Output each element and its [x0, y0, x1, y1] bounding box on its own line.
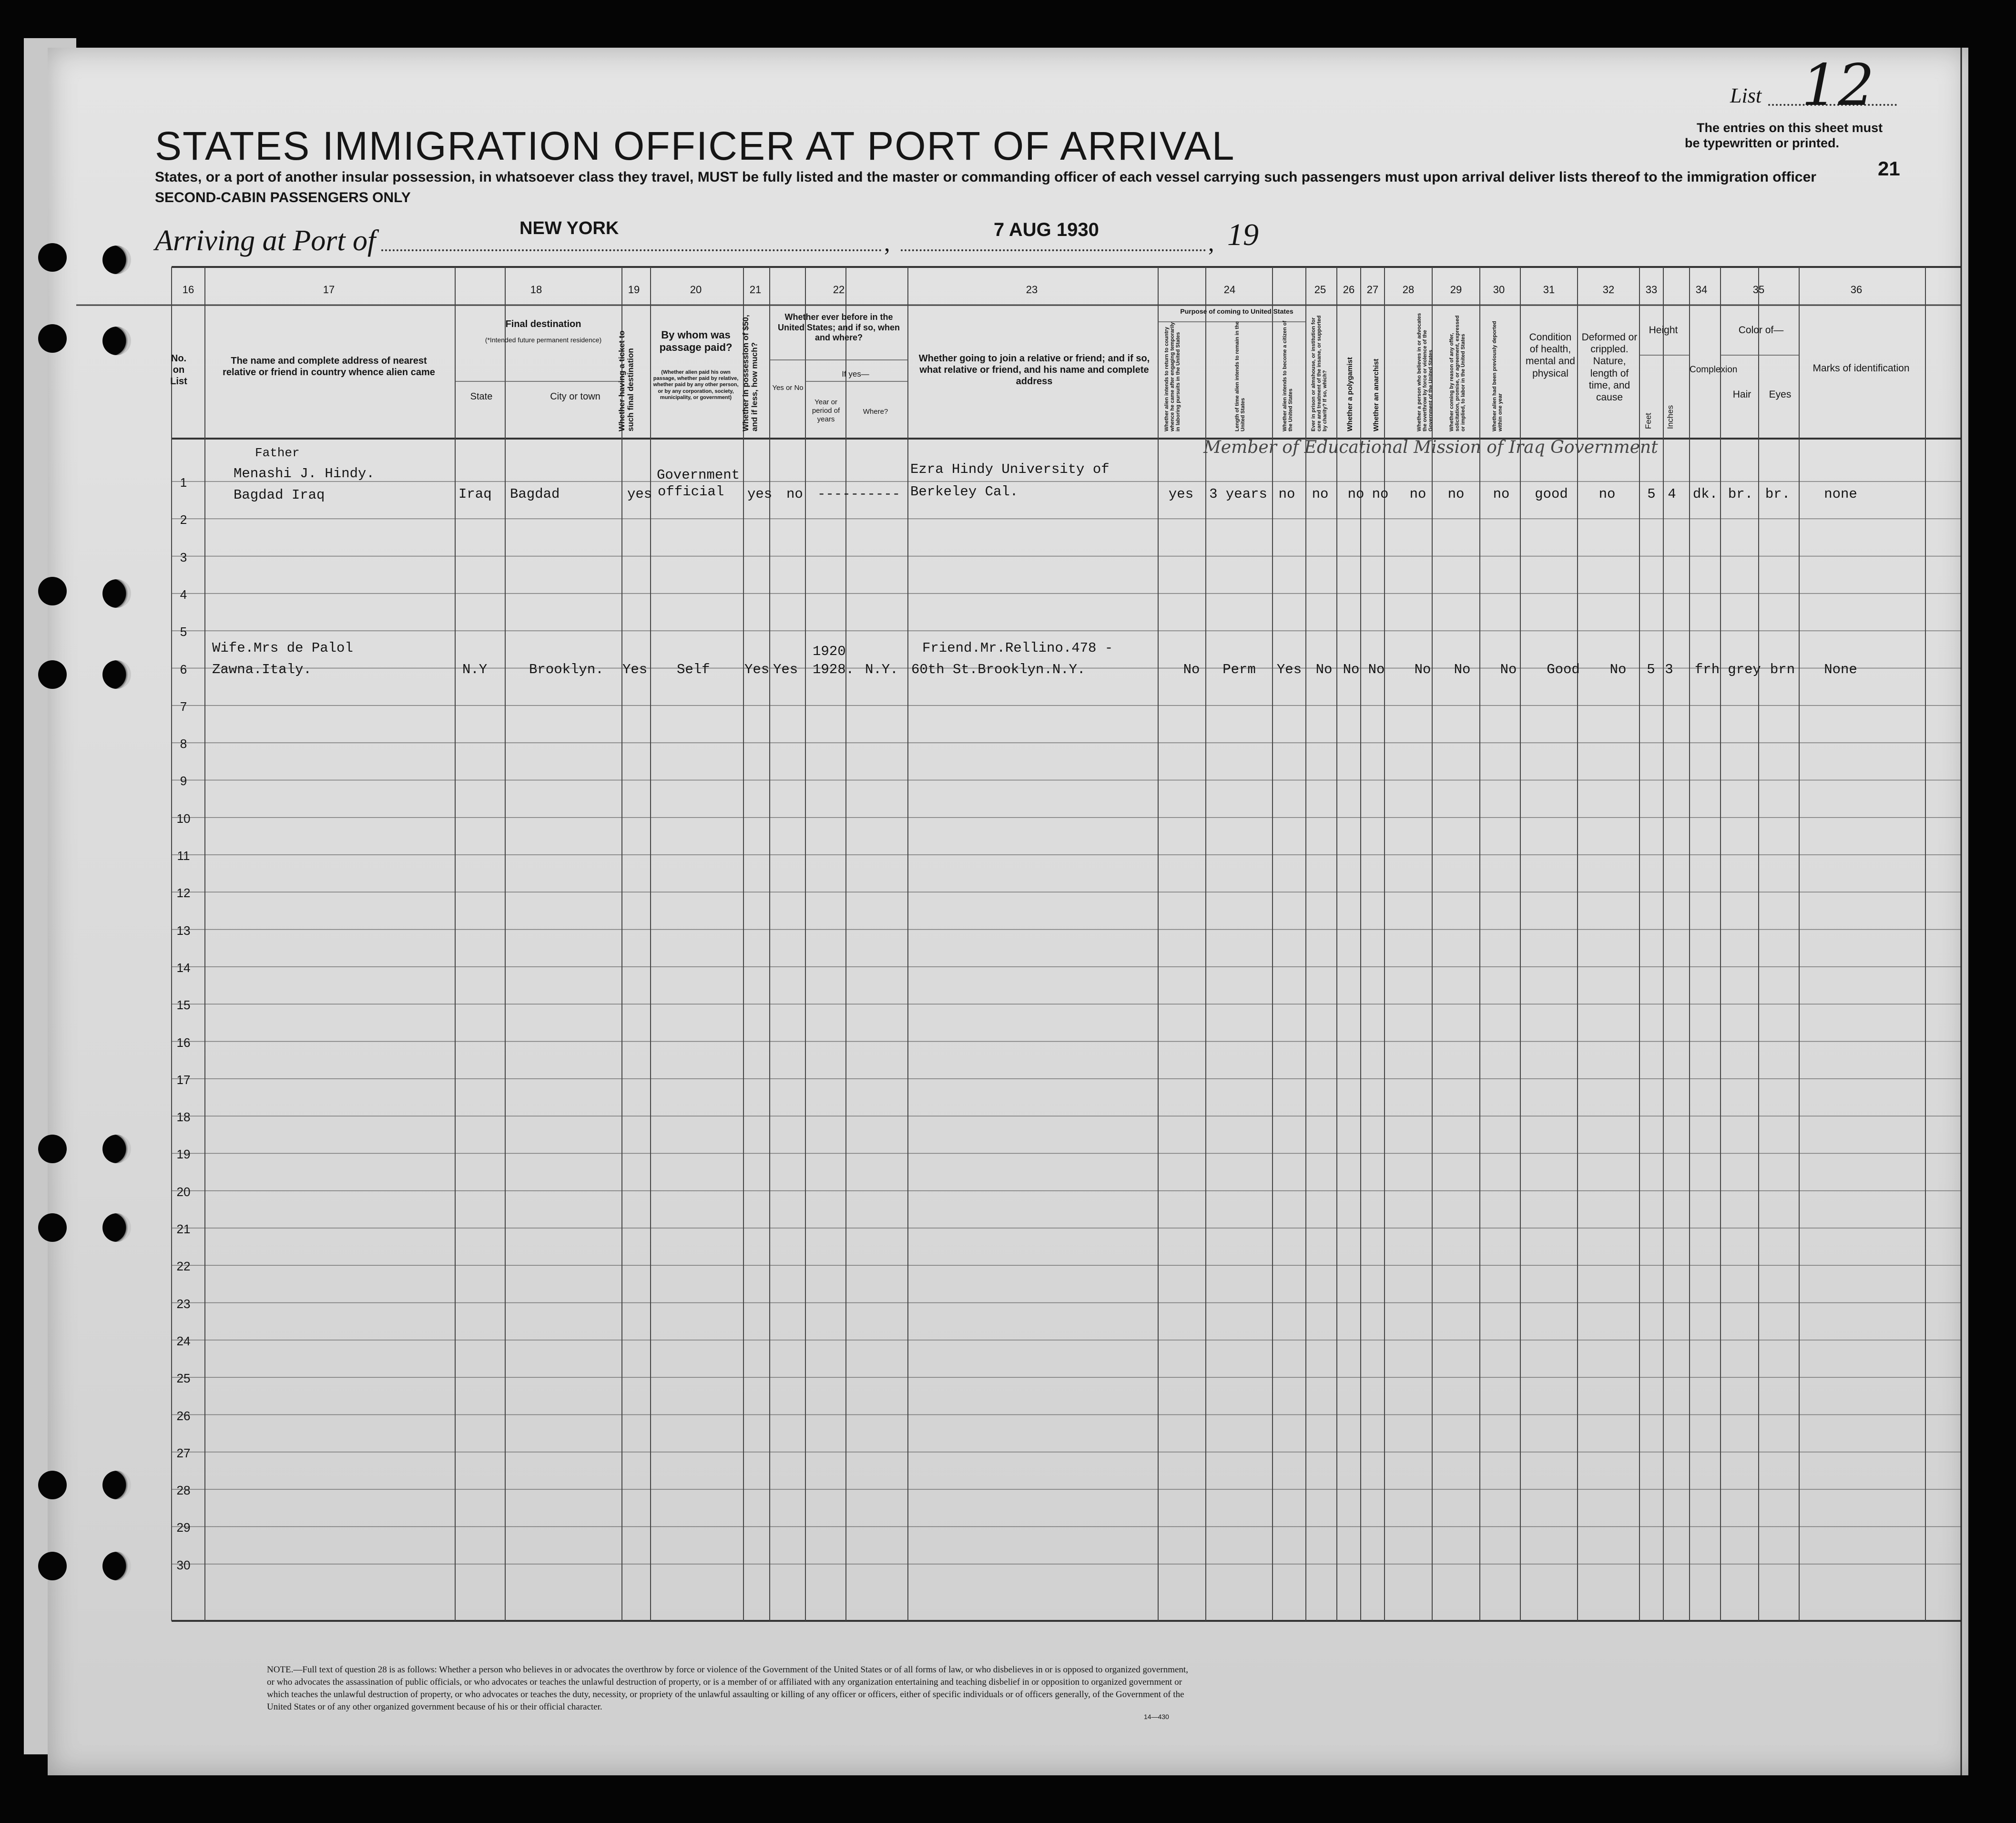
- row-number: 19: [176, 1147, 191, 1162]
- row-number: 3: [180, 550, 187, 564]
- row-number: 24: [176, 1333, 191, 1348]
- entry-1-ticket: yes: [627, 486, 652, 502]
- entry-1-return: yes: [1168, 486, 1194, 502]
- header-period: Year or period of years: [812, 398, 840, 423]
- header-polygamist: Whether a polygamist: [1346, 357, 1354, 431]
- header-overthrow: Whether a person who believes in or advocates the overthrow by force or violence of the Government of the United States: [1416, 313, 1434, 431]
- header-purpose: Purpose of coming to United States: [1180, 307, 1293, 315]
- entry-1-annotation: Member of Educational Mission of Iraq Government: [1203, 438, 1658, 457]
- header-inches: Inches: [1666, 405, 1675, 429]
- port-stamp: NEW YORK: [519, 218, 619, 238]
- row-number: 25: [176, 1371, 191, 1386]
- footer-note: NOTE.—Full text of question 28 is as follows: Whether a person who believes in or advocates the overthrow by force or violence of the Government of the United States or of all forms of law, or who disbelieves in or is opposed to organized government, or who advocates the assassination of public officials, or who advocates or teaches the unlawful destruction of property, or is a member of or affiliated with any organization entertaining and teaching disbelief in or opposition to organized government or which teaches the unlawful destruction of property, or who advocates or teaches the duty, necessity, or propriety of the unlawful assaulting or killing of any officer or officers, either of specific individuals or of officers generally, of the Government of the United States or of any other organized government because of his or their official character.: [267, 1665, 1188, 1712]
- entry-1-before: no: [786, 486, 803, 502]
- header-purpose-return: Whether alien intends to return to country whence he came after engaging temporarily in laboring pursuits in the United States: [1164, 322, 1181, 431]
- entry-1-relationship: Father: [255, 446, 300, 460]
- entry-2-prison: No: [1315, 662, 1333, 677]
- row-number: 5: [180, 625, 187, 639]
- header-hair: Hair: [1732, 389, 1751, 400]
- row-number: 1: [180, 475, 187, 490]
- column-number: 35: [1752, 284, 1765, 296]
- entry-2-where: N.Y.: [865, 662, 898, 677]
- entry-1-money: yes: [747, 486, 773, 502]
- header-deformed: Deformed or crippled. Nature, length of time, and cause: [1581, 332, 1638, 403]
- entry-1-deformed: no: [1599, 486, 1616, 502]
- header-yes-or-no: Yes or No: [772, 384, 804, 392]
- entry-2-hair: grey: [1728, 662, 1761, 677]
- row-number: 30: [176, 1557, 191, 1572]
- entry-2-overthrow: No: [1414, 662, 1431, 677]
- row-number: 18: [176, 1110, 191, 1125]
- sheet-number: 21: [1878, 157, 1900, 180]
- header-anarchist: Whether an anarchist: [1372, 358, 1380, 431]
- entry-1-health: good: [1535, 486, 1568, 502]
- row-number: 15: [176, 998, 191, 1013]
- entry-1-polygamist: no: [1347, 486, 1364, 502]
- entries-note-2: be typewritten or printed.: [1685, 136, 1840, 150]
- page-title: STATES IMMIGRATION OFFICER AT PORT OF ARRIVAL: [155, 123, 1235, 168]
- row-number: 28: [176, 1483, 191, 1498]
- list-label: List: [1730, 84, 1762, 107]
- header-prison: Ever in prison or almshouse, or institution for care and treatment of the insane, or supported by charity? If so, which?: [1311, 315, 1328, 431]
- column-number: 17: [323, 284, 335, 296]
- header-no-on-list: No. on List: [170, 353, 187, 387]
- entry-1-hair: br.: [1728, 486, 1753, 502]
- entry-2-feet: 5: [1647, 662, 1655, 677]
- year-label: 19: [1227, 217, 1259, 252]
- entry-2-citizen: Yes: [1276, 662, 1302, 677]
- entry-2-relative-address: Zawna.Italy.: [212, 662, 312, 677]
- entry-2-offer: No: [1454, 662, 1471, 677]
- header-eyes: Eyes: [1769, 389, 1792, 400]
- header-height: Height: [1649, 325, 1678, 336]
- header-joining: Whether going to join a relative or friend; and if so, what relative or friend, and his name and complete address: [918, 353, 1150, 387]
- header-color-of: Color of—: [1738, 325, 1784, 336]
- row-number: 23: [176, 1296, 191, 1311]
- entry-2-polygamist: No: [1343, 662, 1360, 677]
- header-purpose-length: Length of time alien intends to remain in the United States: [1234, 321, 1246, 431]
- entry-2-period: 1920: [813, 644, 846, 659]
- row-number: 21: [176, 1222, 191, 1236]
- entry-2-relative-name: Wife.Mrs de Palol: [212, 640, 353, 656]
- row-number: 27: [176, 1445, 191, 1460]
- header-health: Condition of health, mental and physical: [1526, 332, 1575, 379]
- row-number: 12: [176, 886, 191, 901]
- header-marks: Marks of identification: [1812, 363, 1910, 374]
- row-number: 13: [176, 923, 191, 938]
- column-number: 20: [690, 284, 702, 296]
- column-number: 30: [1493, 284, 1505, 296]
- entry-2-city: Brooklyn.: [529, 662, 604, 677]
- entry-2-state: N.Y: [462, 662, 488, 677]
- entry-1-city: Bagdad: [510, 486, 560, 502]
- header-passage-paid-note: (Whether alien paid his own passage, whether paid by relative, whether paid by any other person, or by any corporation, society, municipality, or government): [653, 369, 739, 400]
- date-stamp: 7 AUG 1930: [994, 219, 1099, 240]
- list-number: 12: [1802, 52, 1874, 119]
- row-number: 20: [176, 1184, 191, 1199]
- column-number: 27: [1366, 284, 1379, 296]
- column-number: 22: [833, 284, 845, 296]
- entry-1-paid-by-2: official: [658, 484, 724, 500]
- row-number: 4: [180, 587, 187, 602]
- entry-2-paid-by: Self: [677, 662, 710, 677]
- row-number: 10: [176, 811, 191, 826]
- header-feet: Feet: [1644, 412, 1653, 429]
- instructions-text: States, or a port of another insular possession, in whatsoever class they travel, MUST be fully listed and the master or commanding officer of each vessel carrying such passengers must upon arrival deliver lists thereof to the immigration officer: [155, 169, 1816, 185]
- header-final-destination: Final destination: [505, 319, 581, 329]
- row-number: 9: [180, 774, 187, 789]
- header-possession-50: Whether in possession of $50, and if less, how much?: [741, 315, 759, 431]
- column-number: 25: [1314, 284, 1326, 296]
- column-number: 34: [1695, 284, 1708, 296]
- header-complexion: Complexion: [1690, 365, 1738, 375]
- row-number: 16: [176, 1035, 191, 1050]
- column-number: 16: [182, 284, 194, 296]
- entry-1-joining: Ezra Hindy University of: [910, 461, 1110, 477]
- entry-1-relative-address: Bagdad Iraq: [234, 487, 325, 503]
- entry-1-deported: no: [1493, 486, 1510, 502]
- arriving-label: Arriving at Port of: [155, 225, 376, 257]
- column-number: 19: [628, 284, 640, 296]
- entry-2-health: Good: [1547, 662, 1580, 677]
- column-number: 26: [1343, 284, 1355, 296]
- entry-1-paid-by: Government: [657, 467, 740, 483]
- entry-2-inches: 3: [1665, 662, 1673, 677]
- entry-2-deformed: No: [1609, 662, 1627, 677]
- entry-2-joining: Friend.Mr.Rellino.478 -: [922, 640, 1113, 656]
- entry-1-inches: 4: [1668, 486, 1676, 502]
- column-number: 33: [1645, 284, 1658, 296]
- header-state: State: [470, 391, 493, 402]
- entry-1-length: 3 years: [1209, 486, 1267, 502]
- header-city: City or town: [550, 391, 601, 402]
- passenger-class: SECOND-CABIN PASSENGERS ONLY: [155, 190, 411, 205]
- row-number: 7: [180, 699, 187, 714]
- column-number: 36: [1850, 284, 1863, 296]
- row-number: 11: [177, 849, 190, 863]
- entries-note: The entries on this sheet must: [1697, 121, 1883, 135]
- entry-1-citizen: no: [1278, 486, 1295, 502]
- column-number: 18: [530, 284, 542, 296]
- header-relative-address: The name and complete address of nearest relative or friend in country whence alien came: [223, 356, 435, 378]
- column-number: 28: [1402, 284, 1415, 296]
- header-purpose-citizen: Whether alien intends to become a citizen of the United States: [1282, 320, 1294, 431]
- entry-2-marks: None: [1824, 662, 1857, 677]
- comma: ,: [1208, 229, 1214, 256]
- row-number: 26: [176, 1408, 191, 1423]
- entry-1-period: ----------: [817, 486, 901, 502]
- header-if-yes: If yes—: [842, 369, 869, 379]
- entry-1-joining-2: Berkeley Cal.: [910, 484, 1018, 500]
- entry-1-eyes: br.: [1765, 486, 1791, 502]
- row-number: 6: [180, 662, 187, 676]
- entry-2-money: Yes: [744, 662, 770, 677]
- column-number: 32: [1602, 284, 1615, 296]
- entry-2-return: No: [1183, 662, 1200, 677]
- row-number: 17: [176, 1072, 191, 1087]
- entry-2-period-2: 1928.: [813, 662, 855, 677]
- header-where: Where?: [863, 408, 888, 416]
- row-number: 8: [180, 737, 187, 751]
- entry-2-deported: No: [1500, 662, 1517, 677]
- column-number: 29: [1450, 284, 1462, 296]
- entry-2-eyes: brn: [1770, 662, 1795, 677]
- entry-1-relative-name: Menashi J. Hindy.: [234, 466, 375, 481]
- column-number: 31: [1543, 284, 1555, 296]
- entry-2-length: Perm: [1222, 662, 1256, 677]
- header-offer: Whether coming by reason of any offer, solicitation, promise, or agreement, expressed or implied, to labor in the United States: [1449, 315, 1466, 431]
- entry-2-anarchist: No: [1368, 662, 1385, 677]
- entry-2-complexion: frh: [1694, 662, 1720, 677]
- column-number: 23: [1026, 284, 1038, 296]
- header-ticket: Whether having a ticket to such final destination: [617, 330, 635, 431]
- row-number: 14: [176, 960, 191, 975]
- row-number: 2: [180, 512, 187, 527]
- row-number: 29: [176, 1520, 191, 1535]
- form-number: 14—430: [1144, 1713, 1169, 1721]
- comma: ,: [884, 229, 890, 256]
- entry-1-prison: no: [1312, 486, 1329, 502]
- column-number: 24: [1223, 284, 1236, 296]
- entry-2-joining-2: 60th St.Brooklyn.N.Y.: [911, 662, 1086, 677]
- entry-1-complexion: dk.: [1692, 486, 1718, 502]
- column-number: 21: [749, 284, 762, 296]
- row-number: 22: [176, 1259, 191, 1274]
- header-passage-paid: By whom was passage paid?: [659, 329, 733, 354]
- entry-1-marks: none: [1824, 486, 1857, 502]
- header-final-destination-note: (*Intended future permanent residence): [485, 336, 602, 344]
- entry-1-offer: no: [1447, 486, 1465, 502]
- entry-1-state: Iraq: [458, 486, 492, 502]
- entry-2-ticket: Yes: [622, 662, 648, 677]
- entry-2-before: Yes: [773, 662, 798, 677]
- header-before-in-us: Whether ever before in the United States; and if so, when and where?: [777, 312, 900, 343]
- entry-1-anarchist: no: [1372, 486, 1389, 502]
- entry-1-feet: 5: [1647, 486, 1656, 502]
- entry-1-overthrow: no: [1409, 486, 1426, 502]
- header-deported: Whether alien had been previously deported within one year: [1492, 321, 1504, 431]
